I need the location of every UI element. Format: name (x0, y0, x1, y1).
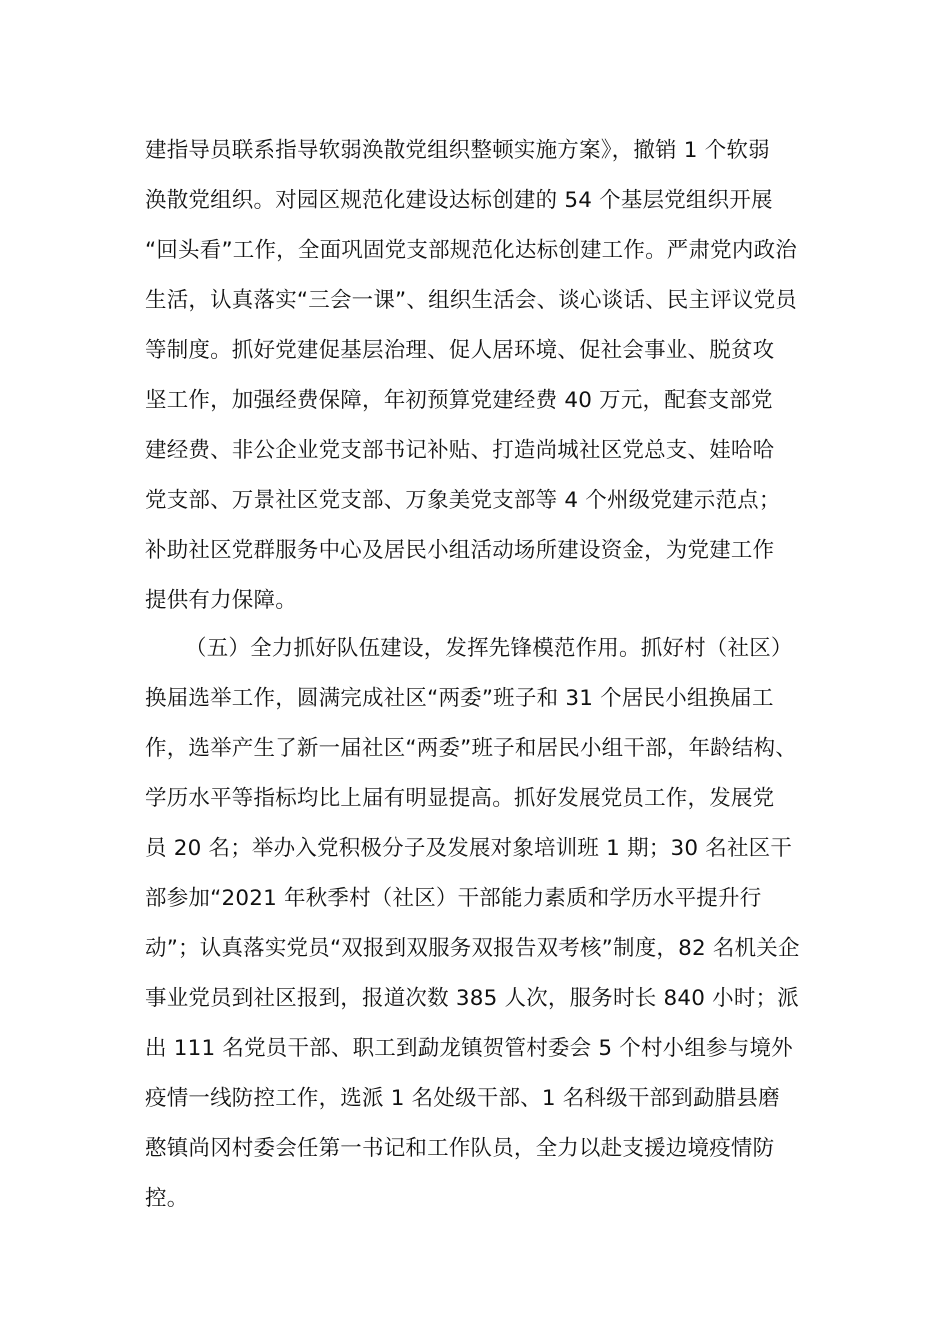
text-line: 员 20 名；举办入党积极分子及发展对象培训班 1 期；30 名社区干 (145, 836, 793, 861)
text-line: 事业党员到社区报到，报道次数 385 人次，服务时长 840 小时；派 (145, 986, 799, 1011)
text-line: 学历水平等指标均比上届有明显提高。抓好发展党员工作，发展党 (145, 786, 775, 811)
text-line: 换届选举工作，圆满完成社区“两委”班子和 31 个居民小组换届工 (145, 686, 774, 711)
text-line: 生活，认真落实“三会一课”、组织生活会、谈心谈话、民主评议党员 (145, 288, 797, 313)
section-heading-line: （五）全力抓好队伍建设，发挥先锋模范作用。抓好村（社区） (185, 636, 793, 661)
text-line: 党支部、万景社区党支部、万象美党支部等 4 个州级党建示范点； (145, 488, 781, 513)
text-line: 涣散党组织。对园区规范化建设达标创建的 54 个基层党组织开展 (145, 188, 773, 213)
text-line: 建指导员联系指导软弱涣散党组织整顿实施方案》，撤销 1 个软弱 (145, 138, 770, 163)
text-line: 动”；认真落实党员“双报到双服务双报告双考核”制度，82 名机关企 (145, 936, 800, 961)
text-line: 作，选举产生了新一届社区“两委”班子和居民小组干部，年龄结构、 (145, 736, 797, 761)
text-line: 部参加“2021 年秋季村（社区）干部能力素质和学历水平提升行 (145, 886, 762, 911)
text-line: 控。 (145, 1186, 189, 1211)
text-line: 等制度。抓好党建促基层治理、促人居环境、促社会事业、脱贫攻 (145, 338, 775, 363)
text-line: 提供有力保障。 (145, 588, 297, 613)
text-line: 补助社区党群服务中心及居民小组活动场所建设资金，为党建工作 (145, 538, 775, 563)
text-line: “回头看”工作，全面巩固党支部规范化达标创建工作。严肃党内政治 (145, 238, 797, 263)
text-line: 坚工作，加强经费保障，年初预算党建经费 40 万元，配套支部党 (145, 388, 773, 413)
text-line: 出 111 名党员干部、职工到勐龙镇贺管村委会 5 个村小组参与境外 (145, 1036, 793, 1061)
text-line: 疫情一线防控工作，选派 1 名处级干部、1 名科级干部到勐腊县磨 (145, 1086, 780, 1111)
text-line: 憨镇尚冈村委会任第一书记和工作队员，全力以赴支援边境疫情防 (145, 1136, 775, 1161)
text-line: 建经费、非公企业党支部书记补贴、打造尚城社区党总支、娃哈哈 (145, 438, 775, 463)
